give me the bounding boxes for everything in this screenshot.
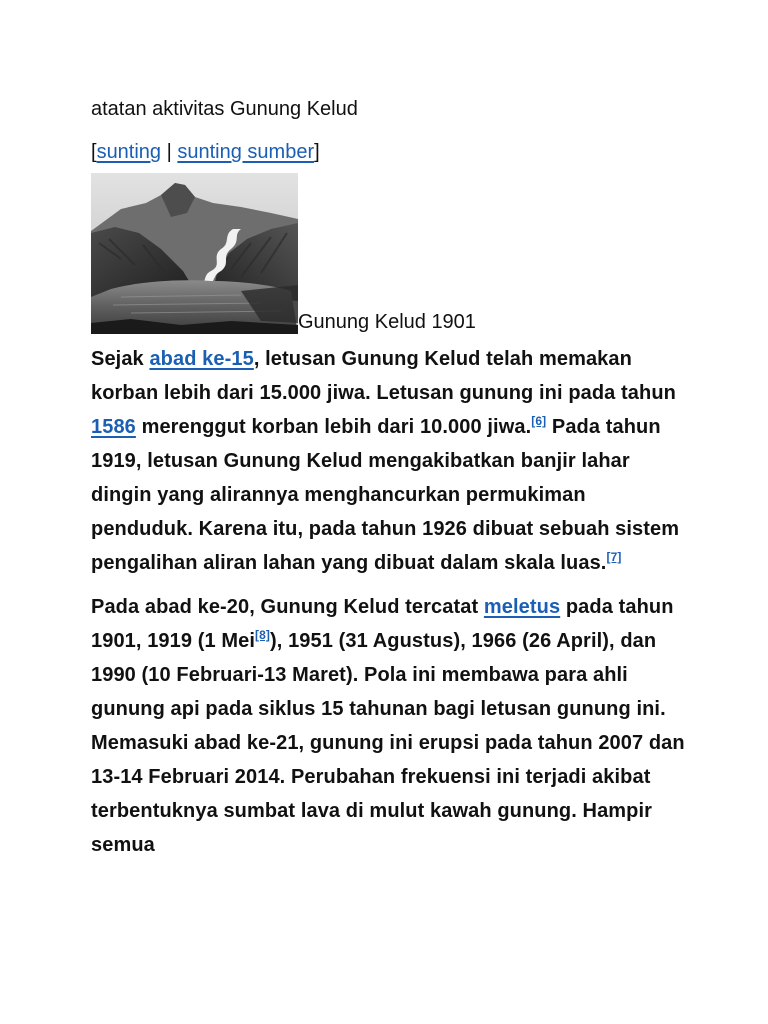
paragraph-1-text-3: merenggut korban lebih dari 10.000 jiwa. xyxy=(135,416,532,438)
edit-source-link[interactable]: sunting sumber xyxy=(177,141,315,163)
reference-8 xyxy=(255,628,270,642)
reference-link-8[interactable]: [8] xyxy=(255,628,271,642)
edit-links-open-bracket: [ xyxy=(91,141,97,163)
reference-7 xyxy=(606,550,621,564)
document-page xyxy=(91,92,691,862)
figure xyxy=(91,173,691,334)
paragraph-1 xyxy=(91,342,691,580)
link-abad-ke-15[interactable]: abad ke-15 xyxy=(149,348,254,370)
paragraph-2-text-3: ), 1951 (31 Agustus), 1966 (26 April), dan 1990 (10 Februari-13 Maret). Pola ini membawa para ahli gunung api pada siklus 15 tahunan bagi letusan gunung ini. Memasuki abad ke-21, gunung ini erupsi pada tahun 2007 dan 13-14 Februari 2014. Perubahan frekuensi ini terjadi akibat terbentuknya sumbat lava di mulut kawah gunung. Hampir semua xyxy=(91,630,685,856)
edit-links-close-bracket: ] xyxy=(314,141,320,163)
paragraph-1-text-4: Pada tahun 1919, letusan Gunung Kelud mengakibatkan banjir lahar dingin yang alirannya menghancurkan permukiman penduduk. Karena itu, pada tahun 1926 dibuat sebuah sistem pengalihan aliran lahan yang dibuat dalam skala luas. xyxy=(91,416,680,574)
paragraph-2 xyxy=(91,590,691,862)
crater-photo[interactable] xyxy=(91,173,298,334)
paragraph-1-text-1: Sejak xyxy=(91,348,150,370)
edit-links xyxy=(91,135,691,169)
paragraph-2-text-2: pada tahun 1901, 1919 (1 Mei xyxy=(91,596,674,652)
edit-link[interactable]: sunting xyxy=(96,141,162,163)
reference-link-6[interactable]: [6] xyxy=(531,414,547,428)
reference-6 xyxy=(531,414,546,428)
reference-link-7[interactable]: [7] xyxy=(606,550,622,564)
edit-links-separator: | xyxy=(161,141,178,163)
paragraph-1-text-2: , letusan Gunung Kelud telah memakan korban lebih dari 15.000 jiwa. Letusan gunung ini pada tahun xyxy=(91,348,676,404)
link-1586[interactable]: 1586 xyxy=(91,416,136,438)
section-heading: atatan aktivitas Gunung Kelud xyxy=(91,98,358,120)
link-meletus[interactable]: meletus xyxy=(483,596,561,618)
figure-caption: Gunung Kelud 1901 xyxy=(298,311,476,333)
paragraph-2-text-1: Pada abad ke-20, Gunung Kelud tercatat xyxy=(91,596,484,618)
